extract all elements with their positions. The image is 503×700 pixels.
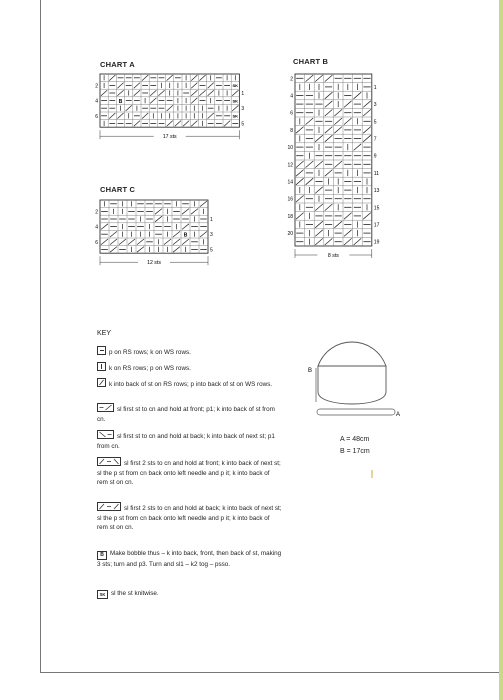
row-number-left: 16 [287, 196, 293, 203]
row-number-right: 19 [373, 239, 380, 246]
schematic-label-b: B [308, 368, 313, 374]
row-number-right: 1 [210, 217, 213, 223]
row-number-left: 20 [287, 231, 293, 238]
key-title: KEY [97, 330, 112, 337]
row-number-right: 3 [373, 102, 377, 109]
stitch-count-label: 8 sts [327, 253, 339, 259]
slip-knitwise-mark: SK [232, 113, 239, 119]
stitch-count-label: 17 sts [162, 134, 177, 141]
row-number-right: 3 [210, 232, 213, 239]
row-number-left: 4 [95, 98, 98, 105]
row-number-left: 2 [95, 209, 98, 216]
row-number-left: 4 [290, 93, 293, 100]
row-number-right: 5 [241, 121, 245, 128]
row-number-left: 12 [287, 162, 293, 169]
row-number-left: 2 [290, 76, 293, 83]
row-number-right: 15 [373, 205, 380, 212]
schematic-label-a: A [396, 412, 401, 418]
row-number-left: 18 [287, 213, 293, 220]
bobble-mark: B [183, 232, 188, 239]
key-item-bobble: B Make bobble thus – k into back, front, then back of st, making 3 sts; turn and p3. Turn and sl1 – k2 tog – psso. [97, 550, 282, 568]
key-item-knit: k on RS rows; p on WS rows. [97, 362, 282, 374]
key-item-cross-back: sl first st to cn and hold at back; k into back of next st; p1 from cn. [97, 430, 282, 451]
row-number-left: 14 [287, 179, 293, 186]
row-number-right: 5 [210, 247, 213, 254]
key-item-cross-front: sl first st to cn and hold at front; p1; k into back of st from cn. [97, 403, 282, 424]
row-number-right: 17 [373, 222, 380, 229]
row-number-left: 6 [95, 113, 98, 120]
chart-c-title: CHART C [100, 185, 136, 194]
row-number-left: 6 [290, 110, 293, 117]
row-number-right: 13 [373, 188, 380, 195]
measurement-b: B = 17cm [340, 448, 370, 455]
stitch-count-label: 12 sts [147, 260, 161, 267]
measurement-a: A = 48cm [340, 436, 370, 443]
chart-a-title: CHART A [100, 60, 135, 69]
row-number-right: 9 [373, 153, 377, 160]
bobble-mark: B [118, 98, 123, 105]
row-number-left: 6 [95, 239, 98, 246]
key-item-cable-front: sl first 2 sts to cn and hold at front; k into back of next st; sl the p st from cn back onto left needle and p it; k into back of rem st on cn. [97, 457, 282, 488]
key-item-tbl: k into back of st on RS rows; p into back of st on WS rows. [97, 378, 282, 390]
row-number-right: 7 [373, 136, 377, 143]
row-number-right: 1 [373, 84, 377, 91]
key-item-cable-back: sl first 2 sts to cn and hold at back; k into back of next st; sl the p st from cn back onto left needle and p it; k into back of rem st on cn. [97, 502, 282, 533]
row-number-right: 11 [373, 170, 380, 177]
bobble-symbol-icon: B [97, 551, 107, 560]
chart-b-title: CHART B [293, 57, 329, 66]
row-number-left: 2 [95, 83, 98, 90]
row-number-right: 5 [373, 119, 377, 126]
row-number-right: 1 [241, 91, 245, 97]
slip-knitwise-mark: SK [232, 83, 239, 89]
slip-knitwise-icon: SK [97, 590, 108, 599]
key-item-purl: p on RS rows; k on WS rows. [97, 346, 282, 358]
row-number-left: 10 [287, 145, 293, 152]
key-item-sk: SK sl the st knitwise. [97, 589, 282, 599]
row-number-left: 8 [290, 127, 293, 134]
row-number-right: 3 [241, 106, 245, 113]
row-number-left: 4 [95, 224, 98, 231]
slip-knitwise-mark: SK [232, 98, 239, 104]
